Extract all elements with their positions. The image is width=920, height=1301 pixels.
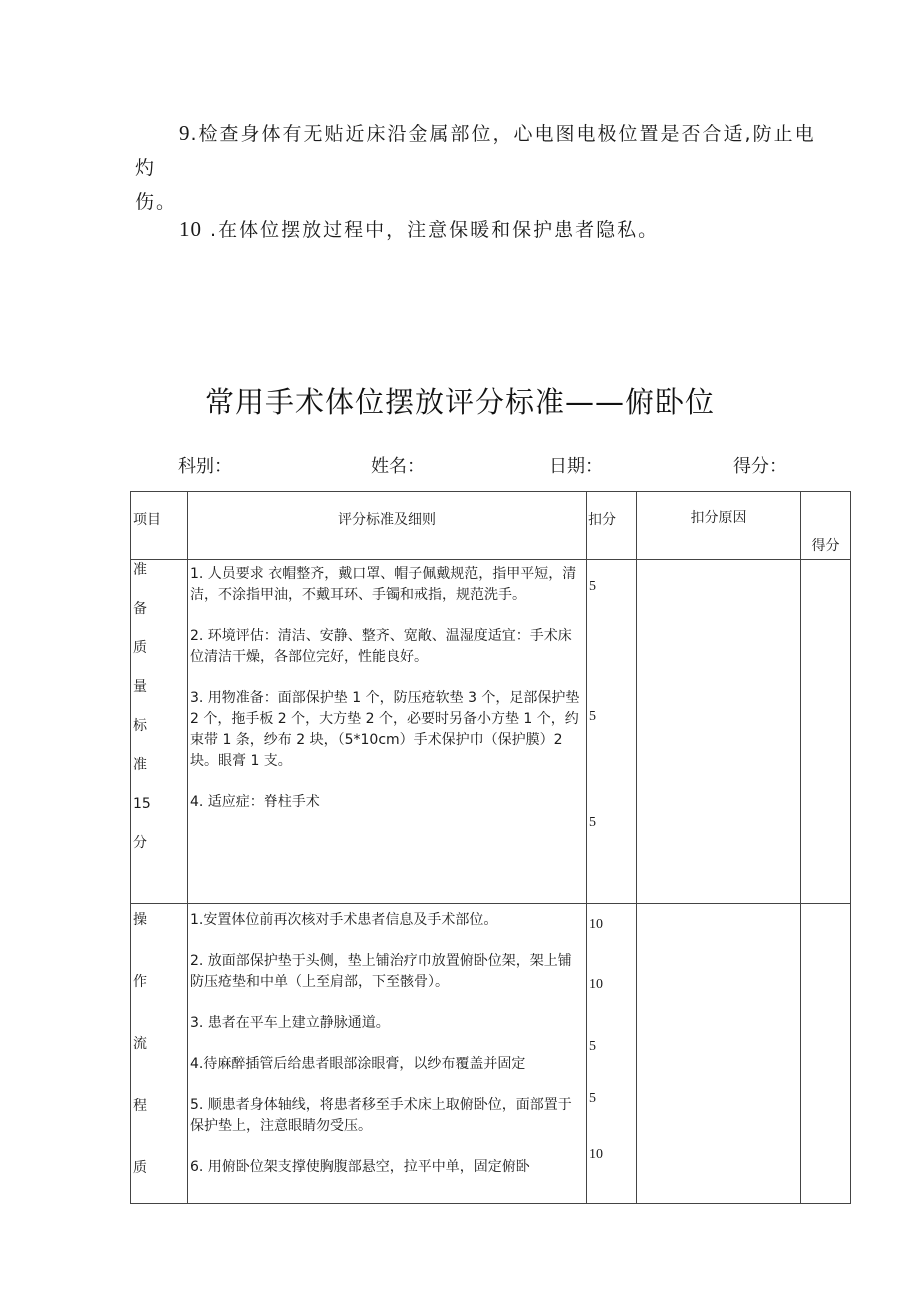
criteria-item: 4. 适应症：脊柱手术: [190, 794, 320, 810]
form-fields-row: [178, 452, 798, 476]
category-char: 质: [133, 640, 147, 656]
reason-cell[interactable]: [637, 560, 801, 904]
header-standard: 评分标准及细则: [188, 492, 587, 560]
page-title: 常用手术体位摆放评分标准——俯卧位: [204, 385, 715, 419]
criteria-cell: [188, 560, 587, 904]
note-text-continued: 伤。: [135, 191, 178, 213]
deduct-value: 10: [589, 977, 603, 992]
criteria-item: 3. 用物准备：面部保护垫 1 个，防压疮软垫 3 个，足部保护垫 2 个，拖手板 2 个，大方垫 2 个，必要时另备小方垫 1 个，约束带 1 条，纱布 2 块，（5*10cm）手术保护巾（保护膜）2 块。眼膏 1 支。: [190, 690, 580, 769]
category-char: 准: [133, 562, 147, 578]
table-header-row: [131, 492, 851, 560]
note-item-9: [135, 116, 835, 219]
note-number: 9: [179, 121, 191, 145]
deduct-value: 5: [589, 579, 596, 594]
deduct-value: 10: [589, 917, 603, 932]
criteria-item: 2. 环境评估：清洁、安静、整齐、宽敞、温湿度适宜：手术床位清洁干燥，各部位完好，性能良好。: [190, 628, 572, 665]
header-reason: 扣分原因: [637, 492, 801, 560]
note-item-10: [135, 212, 835, 247]
name-label: 姓名：: [371, 456, 425, 477]
dept-label: 科别：: [178, 456, 232, 477]
scoring-table: [130, 491, 851, 1204]
category-char: 作: [133, 974, 147, 990]
deduct-value: 10: [589, 1147, 603, 1162]
reason-cell[interactable]: [637, 904, 801, 1204]
deduct-value: 5: [589, 1091, 596, 1106]
category-char: 备: [133, 601, 147, 617]
category-char: 分: [133, 835, 147, 851]
note-number: 10: [179, 217, 202, 241]
category-char: 程: [133, 1098, 147, 1114]
header-score: 得分: [801, 492, 851, 560]
table-row: [131, 904, 851, 1204]
score-label: 得分：: [733, 456, 787, 477]
category-cell: [131, 560, 188, 904]
category-char: 质: [133, 1160, 147, 1176]
criteria-item: 2. 放面部保护垫于头侧，垫上铺治疗巾放置俯卧位架，架上铺防压疮垫和中单（上至肩部，下至骸骨）。: [190, 953, 572, 990]
deduct-value: 5: [589, 1039, 596, 1054]
score-cell[interactable]: [801, 904, 851, 1204]
criteria-item: 4.待麻醉插管后给患者眼部涂眼膏，以纱布覆盖并固定: [190, 1056, 526, 1072]
criteria-item: 3. 患者在平车上建立静脉通道。: [190, 1015, 390, 1031]
criteria-item: 1.安置体位前再次核对手术患者信息及手术部位。: [190, 912, 498, 928]
note-text: .检查身体有无贴近床沿金属部位，心电图电极位置是否合适,防止电灼: [135, 123, 816, 179]
category-cell: [131, 904, 188, 1204]
criteria-item: 1. 人员要求 衣帽整齐，戴口罩、帽子佩戴规范，指甲平短，清洁，不涂指甲油，不戴耳环、手镯和戒指，规范洗手。: [190, 566, 577, 603]
deduct-value: 5: [589, 815, 596, 830]
deduct-cell: [587, 904, 637, 1204]
score-cell[interactable]: [801, 560, 851, 904]
table-row: [131, 560, 851, 904]
criteria-item: 5. 顺患者身体轴线，将患者移至手术床上取俯卧位，面部置于保护垫上，注意眼睛勿受压。: [190, 1097, 572, 1134]
category-char: 量: [133, 679, 147, 695]
criteria-item: 6. 用俯卧位架支撑使胸腹部悬空，拉平中单，固定俯卧: [190, 1159, 530, 1175]
date-label: 日期：: [549, 456, 603, 477]
deduct-value: 5: [589, 709, 596, 724]
deduct-cell: [587, 560, 637, 904]
note-text: .在体位摆放过程中，注意保暖和保护患者隐私。: [202, 219, 660, 241]
header-deduct: 扣分: [587, 492, 637, 560]
header-item: 项目: [131, 492, 188, 560]
category-char: 准: [133, 757, 147, 773]
category-char: 流: [133, 1036, 147, 1052]
category-char: 15: [133, 796, 151, 812]
category-char: 标: [133, 718, 147, 734]
criteria-cell: [188, 904, 587, 1204]
category-char: 操: [133, 912, 147, 928]
